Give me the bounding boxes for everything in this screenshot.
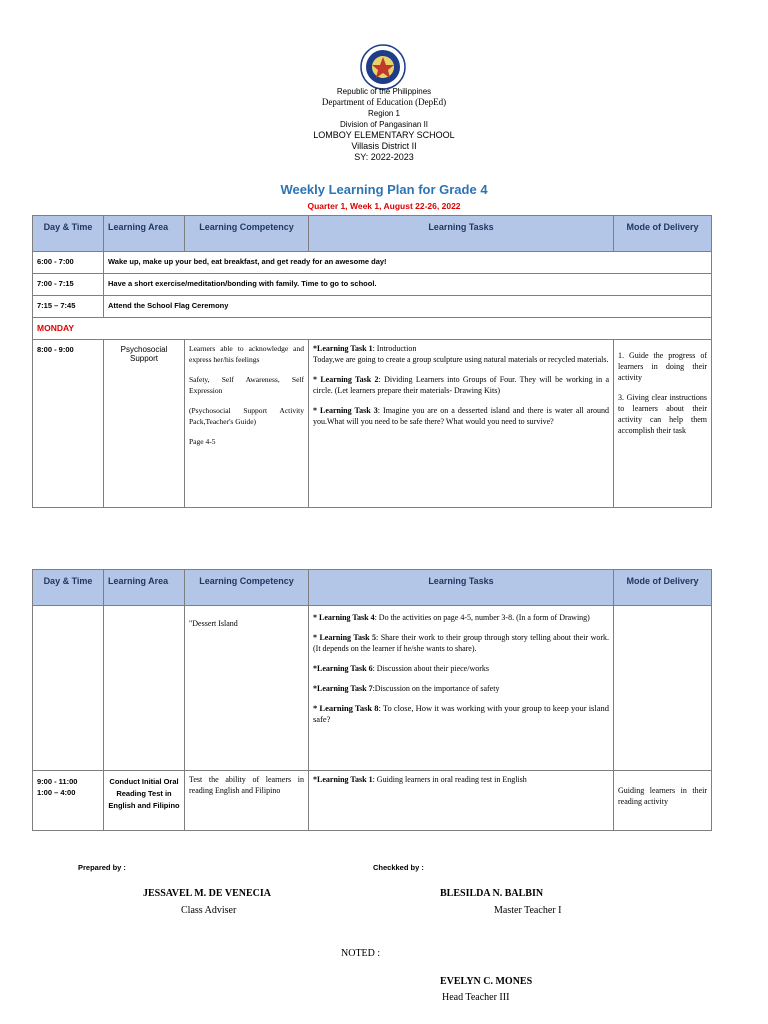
task-item xyxy=(313,683,609,694)
col-header-competency-label: Learning Competency xyxy=(199,576,294,586)
task-item xyxy=(313,374,609,396)
header-line-deped: Department of Education (DepEd) xyxy=(321,97,447,107)
competency-line: (Psychosocial Support Activity Pack,Teacher's Guide) xyxy=(189,406,304,426)
competency-line: Learners able to acknowledge and express her/his feelings xyxy=(189,344,304,364)
task-item xyxy=(313,343,609,365)
task-label: *Learning Task 1 xyxy=(313,344,373,353)
schedule-row xyxy=(33,296,712,318)
col-header-day-time-label: Day & Time xyxy=(43,222,93,232)
schedule-row xyxy=(33,274,712,296)
lesson-time-morning: 9:00 - 11:00 xyxy=(37,777,78,786)
col-header-tasks-label: Learning Tasks xyxy=(428,576,494,586)
checked-by-label: Checkked by : xyxy=(373,863,424,872)
col-header-day-time-label: Day & Time xyxy=(43,576,93,586)
learning-area: Psychosocial Support xyxy=(120,345,168,363)
plan-table-2 xyxy=(32,569,712,831)
deped-seal-logo xyxy=(360,44,406,90)
day-label: MONDAY xyxy=(37,323,74,333)
task-item xyxy=(313,663,609,674)
schedule-time: 6:00 - 7:00 xyxy=(37,257,74,266)
competency-line: Safety, Self Awareness, Self Expression xyxy=(189,375,304,395)
col-header-learning-area-label: Learning Area xyxy=(108,222,169,232)
task-text: : Share their work to their group through story telling about their work.(It depends on the learner if he/she wants to share). xyxy=(313,633,610,653)
learning-competency xyxy=(185,340,308,459)
lesson-row-oral-reading xyxy=(33,771,712,831)
task-text: : To close, How it was working with your group to keep your island safe? xyxy=(313,703,609,724)
task-label: * Learning Task 4 xyxy=(313,613,375,622)
lesson-row-continued xyxy=(33,606,712,771)
col-header-tasks xyxy=(309,216,614,252)
task-label: *Learning Task 1 xyxy=(313,775,373,784)
plan-table-1 xyxy=(32,215,712,508)
schedule-row xyxy=(33,252,712,274)
schedule-text: Have a short exercise/meditation/bonding with family. Time to go to school. xyxy=(108,279,377,288)
header-line-sy: SY: 2022-2023 xyxy=(354,152,414,162)
task-label: * Learning Task 3 xyxy=(313,406,378,415)
header-line-region: Region 1 xyxy=(367,109,401,118)
header-line-school: LOMBOY ELEMENTARY SCHOOL xyxy=(313,130,455,140)
col-header-day-time xyxy=(33,570,104,606)
prepared-by-label: Prepared by : xyxy=(78,863,126,872)
delivery-line: 1. Guide the progress of learners in doing their activity xyxy=(618,351,707,382)
schedule-text: Wake up, make up your bed, eat breakfast, and get ready for an awesome day! xyxy=(108,257,387,266)
competency-line: Page 4-5 xyxy=(189,437,216,446)
learning-area: Conduct Initial Oral Reading Test in English and Filipino xyxy=(108,777,180,810)
col-header-day-time xyxy=(33,216,104,252)
lesson-time: 8:00 - 9:00 xyxy=(37,345,74,354)
task-item xyxy=(313,612,609,623)
task-label: * Learning Task 8 xyxy=(313,703,379,713)
col-header-tasks xyxy=(309,570,614,606)
header-line-division: Division of Pangasinan II xyxy=(339,120,429,129)
task-text: : Discussion about their piece/works xyxy=(372,664,489,673)
task-text: :Discussion on the importance of safety xyxy=(372,684,500,693)
task-text: : Imagine you are on a desserted island and there is water all around you.What will you need to be safe there? What would you need to survive? xyxy=(313,406,610,426)
learning-competency: Test the ability of learners in reading English and Filipino xyxy=(189,775,304,795)
col-header-delivery xyxy=(614,570,712,606)
learning-tasks xyxy=(309,606,613,737)
task-item xyxy=(313,703,609,725)
col-header-learning-area xyxy=(104,216,185,252)
task-item xyxy=(313,632,609,654)
col-header-competency xyxy=(185,216,309,252)
task-text: : Do the activities on page 4-5, number 3-8. (In a form of Drawing) xyxy=(374,613,590,622)
lesson-row-psychosocial xyxy=(33,340,712,508)
noted-label: NOTED : xyxy=(341,948,381,959)
schedule-text: Attend the School Flag Ceremony xyxy=(108,301,229,310)
noted-by-name: EVELYN C. MONES xyxy=(440,976,533,987)
header-line-district: Villasis District II xyxy=(351,141,417,151)
schedule-time: 7:00 - 7:15 xyxy=(37,279,74,288)
mode-of-delivery: Guiding learners in their reading activity xyxy=(618,786,707,806)
noted-by-role: Head Teacher III xyxy=(442,992,510,1003)
col-header-delivery xyxy=(614,216,712,252)
school-header xyxy=(0,86,768,163)
mode-of-delivery xyxy=(614,340,711,448)
task-label: *Learning Task 6 xyxy=(313,664,373,673)
learning-tasks xyxy=(309,340,613,439)
col-header-competency-label: Learning Competency xyxy=(199,222,294,232)
task-text: : Dividing Learners into Groups of Four. They will be working in a circle. (Let learners prepare their materials- Drawing Kits) xyxy=(313,375,610,395)
plan-title: Weekly Learning Plan for Grade 4 xyxy=(280,182,488,197)
col-header-learning-area-label: Learning Area xyxy=(108,576,169,586)
delivery-line: 3. Giving clear instructions to learners about their activity can help them accomplish their task xyxy=(618,393,707,435)
schedule-time: 7:15 – 7:45 xyxy=(37,301,76,310)
checked-by-role: Master Teacher I xyxy=(494,905,562,916)
col-header-competency xyxy=(185,570,309,606)
task-item xyxy=(313,405,609,427)
plan-subtitle: Quarter 1, Week 1, August 22-26, 2022 xyxy=(307,201,461,211)
day-row xyxy=(33,318,712,340)
lesson-time-afternoon: 1:00 – 4:00 xyxy=(37,788,76,797)
prepared-by-name: JESSAVEL M. DE VENECIA xyxy=(143,888,272,899)
task-item xyxy=(309,771,613,788)
learning-competency: "Dessert Island xyxy=(189,619,238,628)
col-header-learning-area xyxy=(104,570,185,606)
col-header-delivery-label: Mode of Delivery xyxy=(626,576,699,586)
task-text: : Guiding learners in oral reading test in English xyxy=(372,775,527,784)
task-label: * Learning Task 5 xyxy=(313,633,377,642)
prepared-by-role: Class Adviser xyxy=(181,905,237,916)
lesson-time xyxy=(33,771,103,803)
checked-by-name: BLESILDA N. BALBIN xyxy=(440,888,544,899)
task-label: *Learning Task 7 xyxy=(313,684,373,693)
col-header-tasks-label: Learning Tasks xyxy=(428,222,494,232)
task-text: : Introduction Today,we are going to create a group sculpture using natural materials or recycled materials. xyxy=(313,344,609,364)
task-label: * Learning Task 2 xyxy=(313,375,379,384)
header-line-republic: Republic of the Philippines xyxy=(336,87,432,96)
col-header-delivery-label: Mode of Delivery xyxy=(626,222,699,232)
